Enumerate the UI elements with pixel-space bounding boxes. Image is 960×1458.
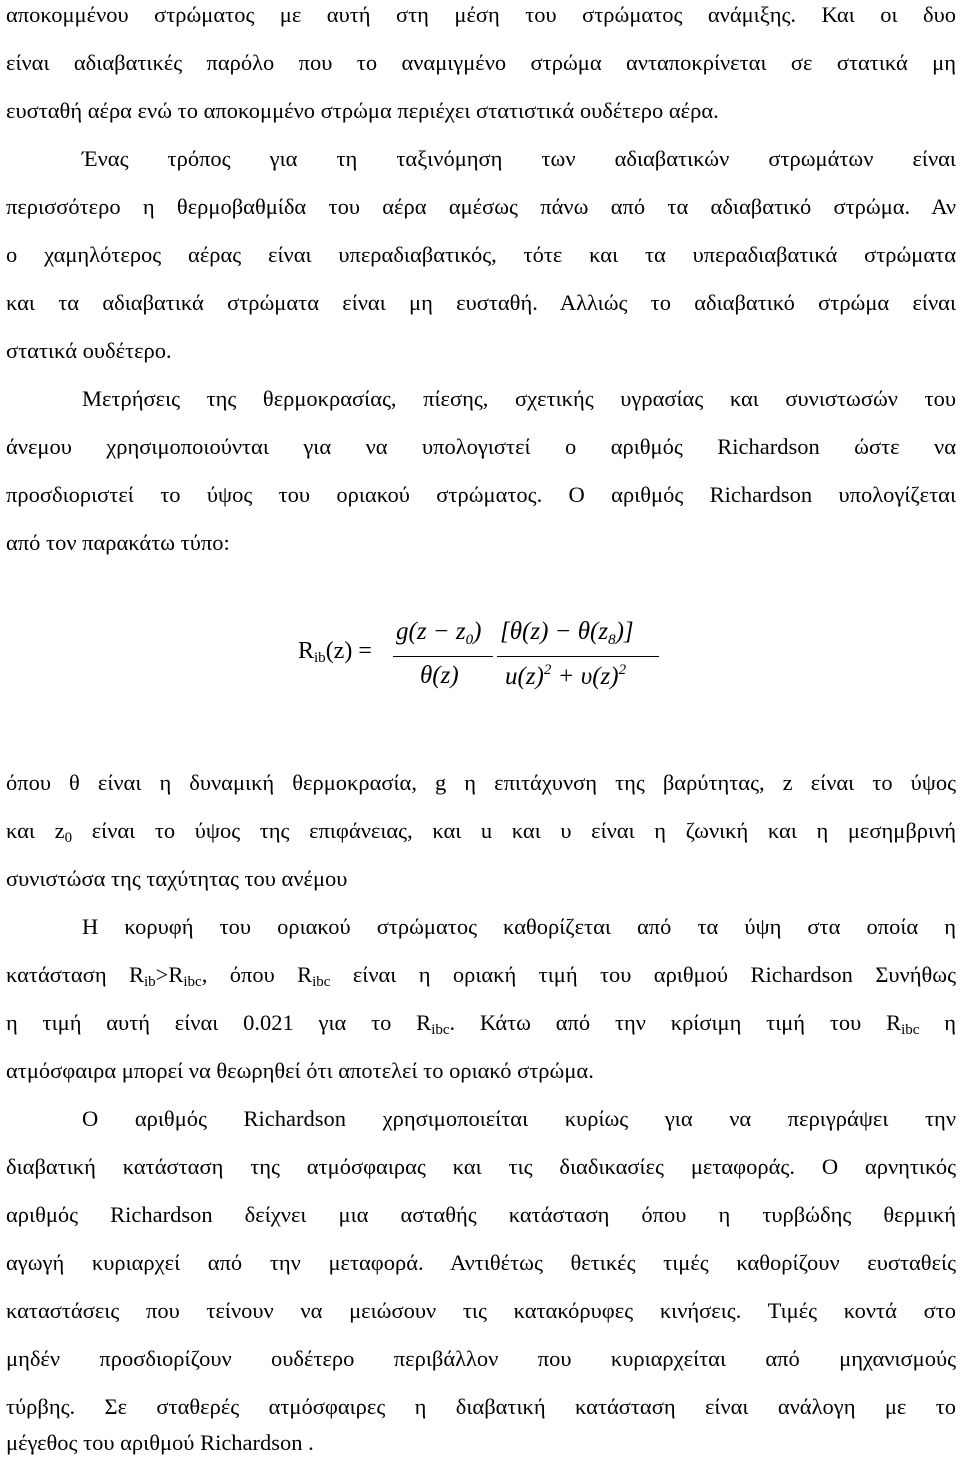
text-line: στατικά ουδέτερο. [6,338,172,363]
text-line: από τον παρακάτω τύπο: [6,530,230,555]
text-line: είναι αδιαβατικές παρόλο που το αναμιγμένο στρώμα ανταποκρίνεται σε στατικά μη [6,50,956,75]
text-line: ο χαμηλότερος αέρας είναι υπεραδιαβατικός, τότε και τα υπεραδιαβατικά στρώματα [6,242,956,267]
text-line: μέγεθος του αριθμού Richardson . [6,1430,314,1455]
text-line: καταστάσεις που τείνουν να μειώσουν τις κατακόρυφες κινήσεις. Τιμές κοντά στο [6,1298,956,1323]
text-line: αγωγή κυριαρχεί από την μεταφορά. Αντιθέτως θετικές τιμές καθορίζουν ευσταθείς [6,1250,956,1275]
text-line: η τιμή αυτή είναι 0.021 για το $R_{ibc}$. Κάτω από την κρίσιμη τιμή του $R_{ibc}$ η [6,1010,956,1038]
text-line: και $z_0$ είναι το ύψος της επιφάνειας, και u και υ είναι η ζωνική και η μεσημβρινή [6,818,957,846]
formula-numerator-2: $[\theta(z) - \theta(z_8)]$ [500,618,634,648]
text-line: Ο αριθμός Richardson χρησιμοποιείται κυρίως για να περιγράψει την [82,1106,956,1131]
text-line: κατάσταση $R_{ib}>R_{ibc}$, όπου $R_{ibc}$ είναι η οριακή τιμή του αριθμού Richardson Συνήθως [6,962,956,990]
text-line: προσδιοριστεί το ύψος του οριακού στρώματος. Ο αριθμός Richardson υπολογίζεται [6,482,956,507]
formula-lhs: $R_{ib}(z)$ = [298,638,372,666]
text-line: μηδέν προσδιορίζουν ουδέτερο περιβάλλον που κυριαρχείται από μηχανισμούς [6,1346,956,1371]
fraction-bar-1 [393,656,493,657]
text-line: όπου θ είναι η δυναμική θερμοκρασία, g η επιτάχυνση της βαρύτητας, z είναι το ύψος [6,770,956,795]
formula-denominator-2: $u(z)^2 + \upsilon(z)^2$ [505,662,627,690]
text-line: Ένας τρόπος για τη ταξινόμηση των αδιαβατικών στρωμάτων είναι [82,146,956,171]
text-line: τύρβης. Σε σταθερές ατμόσφαιρες η διαβατική κατάσταση είναι ανάλογη με το [6,1394,956,1419]
text-line: διαβατική κατάσταση της ατμόσφαιρας και τις διαδικασίες μεταφοράς. Ο αρνητικός [6,1154,956,1179]
formula-denominator-1: θ(z) [420,662,459,689]
formula-numerator-1: $g(z - z_0)$ [396,618,482,648]
text-line: άνεμου χρησιμοποιούνται για να υπολογιστεί ο αριθμός Richardson ώστε να [6,434,956,459]
text-line: Μετρήσεις της θερμοκρασίας, πίεσης, σχετικής υγρασίας και συνιστωσών του [82,386,956,411]
text-line: αποκομμένου στρώματος με αυτή στη μέση του στρώματος ανάμιξης. Και οι δυο [6,2,956,27]
text-line: περισσότερο η θερμοβαθμίδα του αέρα αμέσως πάνω από τα αδιαβατικό στρώμα. Αν [6,194,956,219]
richardson-formula [0,600,960,710]
text-line: συνιστώσα της ταχύτητας του ανέμου [6,866,348,891]
text-line: ατμόσφαιρα μπορεί να θεωρηθεί ότι αποτελεί το οριακό στρώμα. [6,1058,594,1083]
text-line: Η κορυφή του οριακού στρώματος καθορίζεται από τα ύψη στα οποία η [82,914,956,939]
text-line: και τα αδιαβατικά στρώματα είναι μη ευσταθή. Αλλιώς το αδιαβατικό στρώμα είναι [6,290,956,315]
text-line: ευσταθή αέρα ενώ το αποκομμένο στρώμα περιέχει στατιστικά ουδέτερο αέρα. [6,98,719,123]
text-line: αριθμός Richardson δείχνει μια ασταθής κατάσταση όπου η τυρβώδης θερμική [6,1202,956,1227]
fraction-bar-2 [497,656,659,657]
